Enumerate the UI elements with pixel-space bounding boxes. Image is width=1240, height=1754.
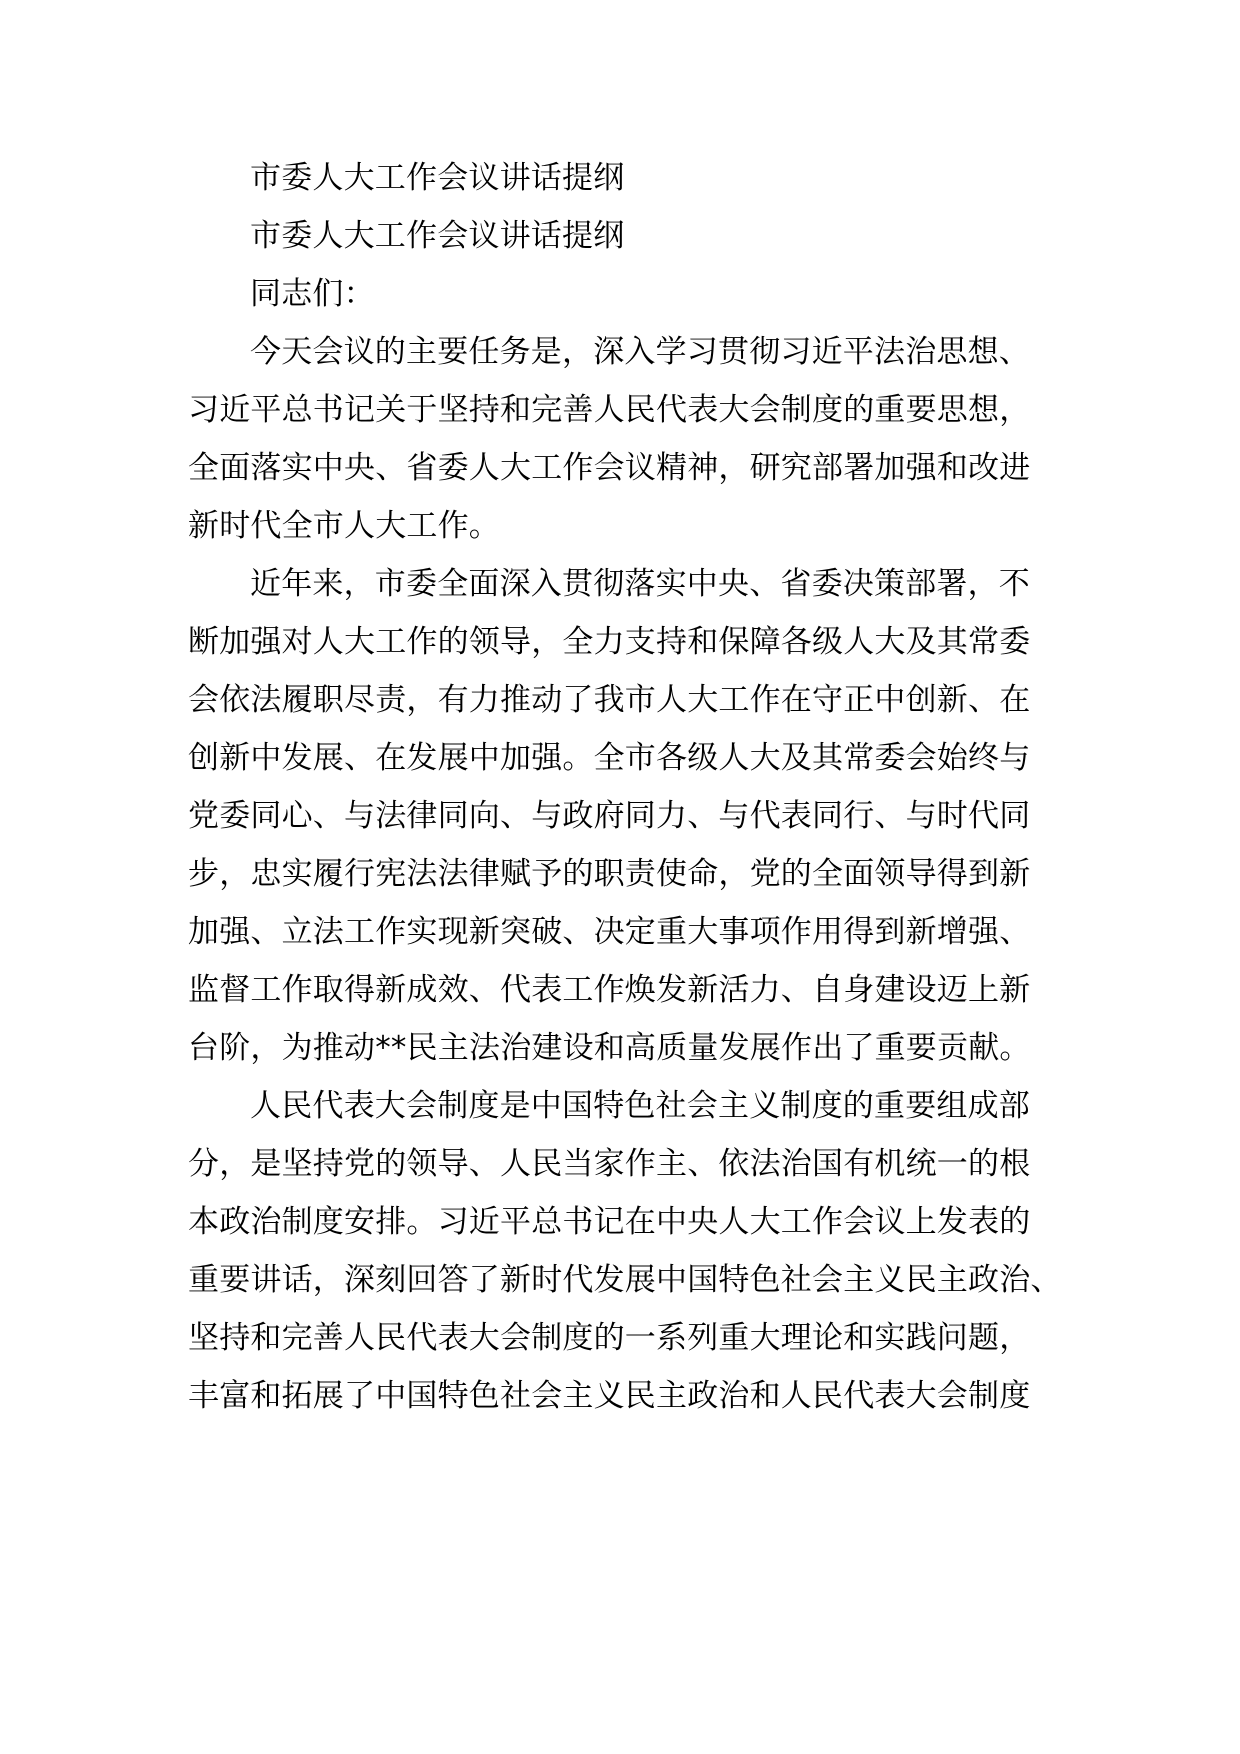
paragraph-2-line-6: 步，忠实履行宪法法律赋予的职责使命，党的全面领导得到新 <box>188 856 1031 892</box>
paragraph-3-line-4: 重要讲话，深刻回答了新时代发展中国特色社会主义民主政治、 <box>188 1262 1062 1298</box>
paragraph-2-line-9: 台阶，为推动**民主法治建设和高质量发展作出了重要贡献。 <box>188 1030 1031 1066</box>
paragraph-2-line-8: 监督工作取得新成效、代表工作焕发新活力、自身建设迈上新 <box>188 972 1031 1008</box>
paragraph-3-line-2: 分，是坚持党的领导、人民当家作主、依法治国有机统一的根 <box>188 1146 1031 1182</box>
paragraph-3-line-1: 人民代表大会制度是中国特色社会主义制度的重要组成部 <box>250 1088 1030 1124</box>
paragraph-2-line-5: 党委同心、与法律同向、与政府同力、与代表同行、与时代同 <box>188 798 1031 834</box>
paragraph-3-line-5: 坚持和完善人民代表大会制度的一系列重大理论和实践问题， <box>188 1320 1031 1356</box>
paragraph-1-line-2: 习近平总书记关于坚持和完善人民代表大会制度的重要思想， <box>188 392 1031 428</box>
paragraph-2-line-3: 会依法履职尽责，有力推动了我市人大工作在守正中创新、在 <box>188 682 1031 718</box>
paragraph-2-line-2: 断加强对人大工作的领导，全力支持和保障各级人大及其常委 <box>188 624 1031 660</box>
paragraph-3-line-6: 丰富和拓展了中国特色社会主义民主政治和人民代表大会制度 <box>188 1378 1031 1414</box>
paragraph-2-line-4: 创新中发展、在发展中加强。全市各级人大及其常委会始终与 <box>188 740 1031 776</box>
salutation: 同志们： <box>250 276 375 312</box>
paragraph-3-line-3: 本政治制度安排。习近平总书记在中央人大工作会议上发表的 <box>188 1204 1031 1240</box>
paragraph-2-line-1: 近年来，市委全面深入贯彻落实中央、省委决策部署，不 <box>250 566 1030 602</box>
paragraph-1-line-1: 今天会议的主要任务是，深入学习贯彻习近平法治思想、 <box>250 334 1030 370</box>
paragraph-2-line-7: 加强、立法工作实现新突破、决定重大事项作用得到新增强、 <box>188 914 1031 950</box>
document-title-repeat: 市委人大工作会议讲话提纲 <box>250 218 625 254</box>
document-title: 市委人大工作会议讲话提纲 <box>250 160 625 196</box>
paragraph-1-line-4: 新时代全市人大工作。 <box>188 508 500 544</box>
paragraph-1-line-3: 全面落实中央、省委人大工作会议精神，研究部署加强和改进 <box>188 450 1031 486</box>
